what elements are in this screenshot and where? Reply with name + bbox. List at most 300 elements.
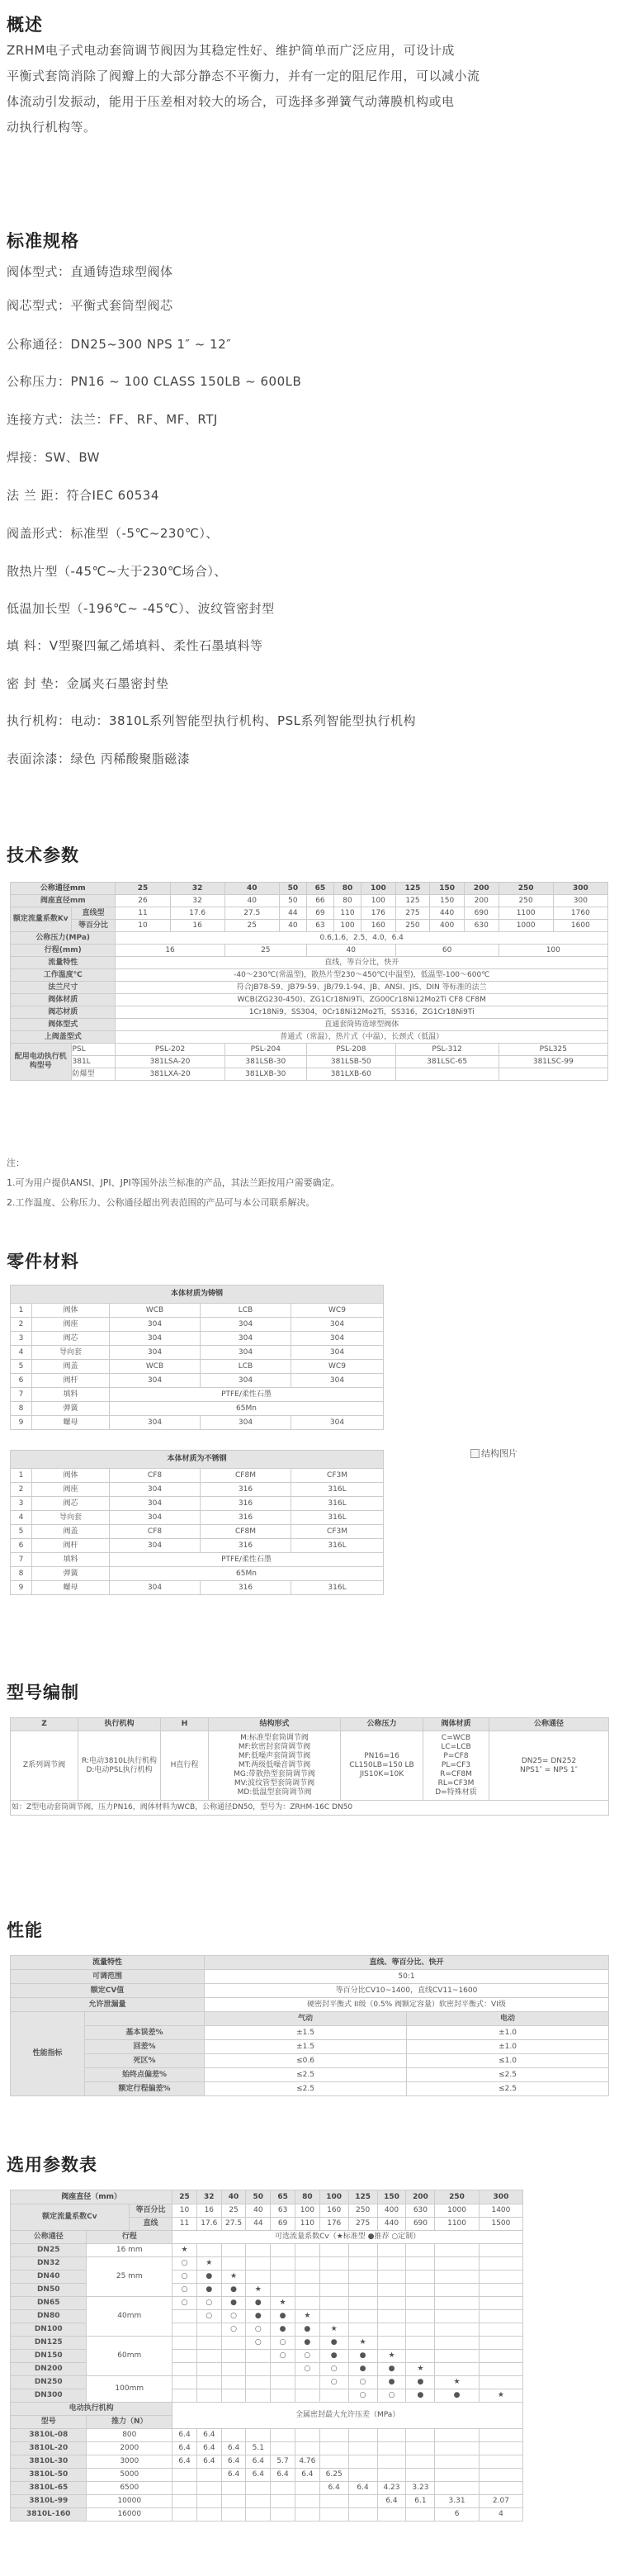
- cv-mark: ●: [221, 2284, 246, 2297]
- table-cell: 316L: [291, 1539, 384, 1553]
- cv-mark: [221, 2389, 246, 2403]
- cv-mark: ★: [348, 2337, 377, 2350]
- table-cell: 16: [196, 2204, 221, 2218]
- spec-item: 阀盖形式：标准型（-5℃~230℃）、: [7, 526, 219, 541]
- cv-mark: [221, 2363, 246, 2376]
- table-cell: 基本误差%: [85, 2026, 205, 2040]
- cv-mark: [377, 2323, 406, 2337]
- pressure-value: [348, 2429, 377, 2442]
- pressure-value: 6.4: [377, 2495, 406, 2508]
- table-cell: 60mm: [87, 2337, 172, 2376]
- table-cell: 690: [406, 2218, 435, 2231]
- cv-mark: [172, 2310, 197, 2323]
- table-cell: DN25= DN252 NPS1″ = NPS 1″: [489, 1731, 609, 1801]
- table-cell: 16: [116, 945, 224, 957]
- table-cell: 304: [201, 1318, 291, 1332]
- table-cell: 回差%: [85, 2040, 205, 2054]
- cv-mark: [406, 2323, 435, 2337]
- cv-mark: ●: [271, 2310, 295, 2323]
- table-cell: 160: [319, 2204, 348, 2218]
- table-cell: 阀体材质: [11, 994, 116, 1006]
- table-row: [11, 969, 608, 982]
- cv-mark: [246, 2363, 271, 2376]
- column-header: 公称通径mm: [11, 883, 116, 895]
- pressure-value: 6.4: [196, 2429, 221, 2442]
- cv-mark: [319, 2297, 348, 2310]
- table-cell: 额定行程偏差%: [85, 2082, 205, 2096]
- table-cell: 304: [110, 1416, 201, 1430]
- cv-mark: [246, 2376, 271, 2389]
- overview-line: 动执行机构等。: [7, 120, 97, 135]
- performance-table: [10, 1955, 609, 2096]
- table-cell: 100: [499, 945, 607, 957]
- table-cell: 1000: [499, 920, 553, 932]
- pressure-value: [271, 2508, 295, 2522]
- table-cell: 10: [172, 2204, 197, 2218]
- cv-mark: [271, 2389, 295, 2403]
- table-cell: WC9: [291, 1304, 384, 1318]
- overview-line: ZRHM电子式电动套筒调节阀因为其稳定性好、维护简单而广泛应用，可设计成: [7, 43, 455, 58]
- pressure-value: [435, 2442, 479, 2455]
- spec-item: 连接方式：法兰：FF、RF、MF、RTJ: [7, 412, 218, 427]
- column-header: 结构形式: [209, 1718, 341, 1731]
- table-cell: 1100: [435, 2218, 479, 2231]
- table-cell: 5000: [87, 2469, 172, 2482]
- cv-mark: [348, 2323, 377, 2337]
- pressure-value: 4.76: [295, 2455, 319, 2469]
- pressure-value: [172, 2482, 197, 2495]
- pressure-value: [435, 2429, 479, 2442]
- table-cell: 100: [361, 895, 396, 907]
- cv-mark: ●: [406, 2376, 435, 2389]
- table-cell: 316: [201, 1483, 291, 1497]
- column-header: 50: [279, 883, 306, 895]
- cv-mark: [348, 2257, 377, 2271]
- cv-mark: [377, 2337, 406, 2350]
- cv-mark: [196, 2389, 221, 2403]
- pressure-value: [319, 2495, 348, 2508]
- pressure-value: [221, 2508, 246, 2522]
- column-header: 150: [377, 2190, 406, 2204]
- column-header: 阀座直径（mm）: [11, 2190, 172, 2204]
- broken-image-icon: [470, 1449, 480, 1458]
- overview-text: [7, 38, 609, 140]
- table-row: [11, 1718, 609, 1731]
- table-cell: 110: [333, 907, 361, 920]
- table-cell: 3810L-20: [11, 2442, 87, 2455]
- table-cell: 直线，等百分比，快开: [116, 957, 608, 969]
- cv-mark: [319, 2389, 348, 2403]
- table-cell: 阀座: [32, 1483, 110, 1497]
- cv-mark: ●: [348, 2363, 377, 2376]
- table-cell: ≤2.5: [407, 2082, 609, 2096]
- table-cell: 440: [377, 2218, 406, 2231]
- spec-item: 法 兰 距：符合IEC 60534: [7, 488, 159, 503]
- table-cell: 304: [110, 1332, 201, 1346]
- cv-mark: [348, 2244, 377, 2257]
- pressure-value: 6.4: [348, 2482, 377, 2495]
- table-cell: 如：Z型电动套筒调节阀，压力PN16，阀体材料为WCB，公称通径DN50，型号为：ZRHM-16C DN50: [11, 1801, 609, 1816]
- table-cell: 螺母: [32, 1416, 110, 1430]
- table-cell: CF3M: [291, 1525, 384, 1539]
- table-cell: 316L: [291, 1483, 384, 1497]
- table-cell: 316L: [291, 1497, 384, 1511]
- table-row: [11, 957, 608, 969]
- table-cell: 304: [110, 1483, 201, 1497]
- cv-mark: [348, 2284, 377, 2297]
- model-title: 型号编制: [7, 1683, 79, 1702]
- table-row: [11, 2469, 608, 2482]
- table-cell: 阀体: [32, 1469, 110, 1483]
- table-row: [11, 2068, 609, 2082]
- pressure-value: 6.1: [406, 2495, 435, 2508]
- cv-mark: [271, 2376, 295, 2389]
- table-cell: 5: [11, 1525, 32, 1539]
- table-cell: 316L: [291, 1581, 384, 1595]
- pressure-value: [406, 2469, 435, 2482]
- table-cell: 3: [11, 1332, 32, 1346]
- table-cell: 316: [201, 1497, 291, 1511]
- table-cell: 9: [11, 1416, 32, 1430]
- table-cell: 275: [348, 2218, 377, 2231]
- cv-mark: ○: [221, 2323, 246, 2337]
- table-cell: 行程: [87, 2231, 172, 2244]
- pressure-value: 6.4: [319, 2482, 348, 2495]
- table-row: [11, 1581, 384, 1595]
- column-header: Z: [11, 1718, 78, 1731]
- pressure-value: [295, 2495, 319, 2508]
- table-cell: ≤2.5: [407, 2068, 609, 2082]
- cv-mark: [246, 2350, 271, 2363]
- cv-mark: [172, 2323, 197, 2337]
- table-cell: 弹簧: [32, 1567, 110, 1581]
- table-row: [11, 1346, 384, 1360]
- column-header: 80: [295, 2190, 319, 2204]
- table-cell: 630: [464, 920, 499, 932]
- pressure-value: [479, 2442, 522, 2455]
- table-cell: 额定流量系数Cv: [11, 2204, 130, 2231]
- cv-mark: [271, 2257, 295, 2271]
- table-cell: 44: [246, 2218, 271, 2231]
- table-row: [11, 1998, 609, 2012]
- pressure-value: [319, 2442, 348, 2455]
- table-cell: DN65: [11, 2297, 87, 2310]
- table-cell: 176: [361, 907, 396, 920]
- pressure-value: 6.4: [271, 2469, 295, 2482]
- cv-mark: [406, 2310, 435, 2323]
- cv-mark: [435, 2297, 479, 2310]
- table-row: [11, 1984, 609, 1998]
- pressure-value: 6.4: [246, 2469, 271, 2482]
- table-row: [11, 1304, 384, 1318]
- table-cell: CF8M: [201, 1525, 291, 1539]
- table-row: [11, 1553, 384, 1567]
- table-row: [11, 994, 608, 1006]
- table-cell: 200: [464, 895, 499, 907]
- table-row: [11, 1402, 384, 1416]
- cv-mark: [271, 2284, 295, 2297]
- pressure-value: 6.4: [196, 2442, 221, 2455]
- table-row: [11, 883, 608, 895]
- pressure-value: [295, 2429, 319, 2442]
- table-cell: 额定CV值: [11, 1984, 205, 1998]
- table-cell: 50: [279, 895, 306, 907]
- table-cell: 3000: [87, 2455, 172, 2469]
- table-cell: 1400: [479, 2204, 522, 2218]
- table-cell: 1Cr18Ni9，SS304，0Cr18Ni12Mo2Ti，SS316，ZG1Cr18Ni9Ti: [116, 1006, 608, 1019]
- table-cell: DN32: [11, 2257, 87, 2271]
- table-cell: 316: [201, 1539, 291, 1553]
- table-cell: 381LSB-30: [224, 1056, 306, 1068]
- table-cell: 阀杆: [32, 1374, 110, 1388]
- column-header: 40: [224, 883, 279, 895]
- table-cell: 性能指标: [11, 2012, 85, 2096]
- table-cell: ±1.5: [205, 2040, 407, 2054]
- table-cell: 工作温度℃: [11, 969, 116, 982]
- table-cell: ±1.0: [407, 2040, 609, 2054]
- cv-mark: [221, 2337, 246, 2350]
- table-cell: 32: [170, 895, 224, 907]
- cv-mark: [435, 2310, 479, 2323]
- cv-mark: [319, 2244, 348, 2257]
- table-row: [11, 1970, 609, 1984]
- table-row: [11, 2204, 608, 2218]
- cv-mark: [377, 2257, 406, 2271]
- table-cell: 16 mm: [87, 2244, 172, 2257]
- cv-mark: [196, 2350, 221, 2363]
- pressure-value: [246, 2495, 271, 2508]
- pressure-value: 5.1: [246, 2442, 271, 2455]
- cv-mark: ●: [295, 2337, 319, 2350]
- pressure-value: 6.4: [172, 2442, 197, 2455]
- table-cell: 直线型: [71, 907, 116, 920]
- column-header: 100: [361, 883, 396, 895]
- table-cell: 304: [110, 1346, 201, 1360]
- tech-params-table: [10, 882, 608, 1081]
- table-cell: 176: [319, 2218, 348, 2231]
- table-cell: 3: [11, 1497, 32, 1511]
- table-row: [11, 1031, 608, 1044]
- pressure-value: [435, 2469, 479, 2482]
- table-cell: M:标准型套筒调节阀 MF:软密封套筒调节阀 MF:低噪声套筒调节阀 MT:两级低噪音调节阀 MG:带散热型套筒调节阀 MV:波纹管型套筒调节阀 MD:低温型套筒调节阀: [209, 1731, 341, 1801]
- table-row: [11, 2376, 608, 2389]
- table-cell: DN150: [11, 2350, 87, 2363]
- table-cell: PSL-208: [306, 1044, 395, 1056]
- cv-mark: [479, 2257, 522, 2271]
- column-header: 阀体材质: [423, 1718, 489, 1731]
- cv-mark: ★: [295, 2310, 319, 2323]
- table-cell: 始终点偏差%: [85, 2068, 205, 2082]
- cv-mark: [348, 2297, 377, 2310]
- cv-mark: ○: [377, 2389, 406, 2403]
- table-cell: 流量特性: [11, 957, 116, 969]
- cv-mark: [406, 2257, 435, 2271]
- table-row: [11, 1801, 609, 1816]
- cv-mark: ★: [196, 2257, 221, 2271]
- table-cell: 3810L-65: [11, 2482, 87, 2495]
- table-row: [11, 1956, 609, 1970]
- table-cell: 150: [430, 895, 465, 907]
- cv-mark: [406, 2244, 435, 2257]
- column-header: 250: [435, 2190, 479, 2204]
- table-cell: 电动: [407, 2012, 609, 2026]
- table-cell: 6: [11, 1539, 32, 1553]
- table-cell: PSL-312: [395, 1044, 499, 1056]
- pressure-value: [196, 2482, 221, 2495]
- cv-mark: ○: [221, 2310, 246, 2323]
- cv-mark: ○: [196, 2297, 221, 2310]
- table-cell: DN300: [11, 2389, 87, 2403]
- table-row: [11, 982, 608, 994]
- table-cell: 275: [395, 907, 430, 920]
- pressure-value: 6.4: [172, 2429, 197, 2442]
- table-cell: 10: [116, 920, 170, 932]
- table-cell: DN50: [11, 2284, 87, 2297]
- table-cell: 25 mm: [87, 2257, 172, 2297]
- table-cell: 690: [464, 907, 499, 920]
- table-cell: 阀芯: [32, 1332, 110, 1346]
- cv-mark: [479, 2376, 522, 2389]
- column-header: 40: [221, 2190, 246, 2204]
- table-cell: 可调范围: [11, 1970, 205, 1984]
- cv-mark: [348, 2271, 377, 2284]
- pressure-value: [172, 2508, 197, 2522]
- cv-mark: ○: [319, 2376, 348, 2389]
- table-cell: WCB: [110, 1304, 201, 1318]
- cv-mark: [172, 2376, 197, 2389]
- table-cell: 1600: [553, 920, 607, 932]
- pressure-value: [271, 2482, 295, 2495]
- table-cell: 等百分比: [129, 2204, 172, 2218]
- cv-mark: [319, 2271, 348, 2284]
- table-row: [11, 1388, 384, 1402]
- cv-mark: [196, 2323, 221, 2337]
- cv-mark: [377, 2297, 406, 2310]
- table-cell: 304: [201, 1346, 291, 1360]
- cv-mark: [479, 2271, 522, 2284]
- table-cell: 100: [295, 2204, 319, 2218]
- table-cell: 螺母: [32, 1581, 110, 1595]
- pressure-value: [295, 2482, 319, 2495]
- table-cell: ≤1.0: [407, 2054, 609, 2068]
- pressure-value: 5.7: [271, 2455, 295, 2469]
- table-row: [11, 1451, 384, 1469]
- table-cell: 304: [291, 1374, 384, 1388]
- pressure-value: [221, 2495, 246, 2508]
- pressure-value: [377, 2429, 406, 2442]
- cv-mark: [246, 2257, 271, 2271]
- table-row: [11, 1044, 608, 1056]
- table-cell: 63: [271, 2204, 295, 2218]
- table-cell: 8: [11, 1567, 32, 1581]
- table-cell: DN25: [11, 2244, 87, 2257]
- table-cell: 等百分比: [71, 920, 116, 932]
- cv-mark: [377, 2284, 406, 2297]
- table-cell: 7: [11, 1553, 32, 1567]
- pressure-value: [319, 2429, 348, 2442]
- table-cell: 行程(mm): [11, 945, 116, 957]
- cv-mark: [435, 2244, 479, 2257]
- cv-mark: [435, 2257, 479, 2271]
- table-row: [11, 1483, 384, 1497]
- pressure-value: 3.31: [435, 2495, 479, 2508]
- table-cell: 阀盖: [32, 1360, 110, 1374]
- table-cell: [499, 1068, 607, 1081]
- table-cell: 4: [11, 1346, 32, 1360]
- spec-item: 散热片型（-45℃~大于230℃场合）、: [7, 564, 227, 579]
- parts-table-cast-steel: [10, 1285, 384, 1430]
- table-cell: 316: [201, 1581, 291, 1595]
- table-cell: 630: [406, 2204, 435, 2218]
- table-row: [11, 1286, 384, 1304]
- table-cell: 40mm: [87, 2297, 172, 2337]
- cv-mark: [221, 2257, 246, 2271]
- table-row: [11, 932, 608, 945]
- cv-mark: [479, 2244, 522, 2257]
- table-row: [11, 1497, 384, 1511]
- table-cell: 100mm: [87, 2376, 172, 2403]
- table-cell: WCB: [110, 1360, 201, 1374]
- column-header: 执行机构: [78, 1718, 161, 1731]
- cv-mark: ★: [479, 2389, 522, 2403]
- pressure-value: [377, 2508, 406, 2522]
- cv-mark: [377, 2310, 406, 2323]
- pressure-value: [246, 2508, 271, 2522]
- pressure-value: [172, 2469, 197, 2482]
- column-header: 50: [246, 2190, 271, 2204]
- table-cell: 65Mn: [110, 1402, 384, 1416]
- table-cell: -40～230℃(常温型)，散热片型230～450℃(中温型)，低温型-100～600℃: [116, 969, 608, 982]
- table-cell: 304: [110, 1318, 201, 1332]
- table-title: 本体材质为不锈钢: [11, 1451, 384, 1469]
- table-cell: 304: [201, 1416, 291, 1430]
- table-cell: 填料: [32, 1553, 110, 1567]
- spec-item: 执行机构：电动：3810L系列智能型执行机构、PSL系列智能型执行机构: [7, 713, 416, 728]
- pressure-value: [221, 2429, 246, 2442]
- column-header: 公称压力: [341, 1718, 423, 1731]
- table-cell: 阀杆: [32, 1539, 110, 1553]
- column-header: 125: [395, 883, 430, 895]
- table-row: [11, 1525, 384, 1539]
- cv-mark: [246, 2389, 271, 2403]
- table-row: [11, 2297, 608, 2310]
- table-cell: ≤0.6: [205, 2054, 407, 2068]
- column-header: H: [161, 1718, 209, 1731]
- table-cell: 6: [11, 1374, 32, 1388]
- table-cell: 110: [295, 2218, 319, 2231]
- table-cell: 381LSC-99: [499, 1056, 607, 1068]
- column-header: 300: [553, 883, 607, 895]
- cv-mark: [435, 2323, 479, 2337]
- parts-title: 零件材料: [7, 1252, 79, 1271]
- table-cell: 100: [333, 920, 361, 932]
- cv-mark: [479, 2337, 522, 2350]
- table-cell: 7: [11, 1388, 32, 1402]
- table-cell: PSL-204: [224, 1044, 306, 1056]
- table-cell: PN16=16 CL150LB=150 LB JIS10K=10K: [341, 1731, 423, 1801]
- table-cell: PSL-202: [116, 1044, 224, 1056]
- table-cell: 381LXB-60: [306, 1068, 395, 1081]
- cv-mark: [246, 2244, 271, 2257]
- table-cell: 1: [11, 1469, 32, 1483]
- table-cell: H直行程: [161, 1731, 209, 1801]
- table-cell: 304: [291, 1332, 384, 1346]
- table-cell: 381LXA-20: [116, 1068, 224, 1081]
- cv-mark: ○: [246, 2323, 271, 2337]
- table-cell: 上阀盖型式: [11, 1031, 116, 1044]
- table-cell: 阀芯材质: [11, 1006, 116, 1019]
- cv-mark: ★: [319, 2323, 348, 2337]
